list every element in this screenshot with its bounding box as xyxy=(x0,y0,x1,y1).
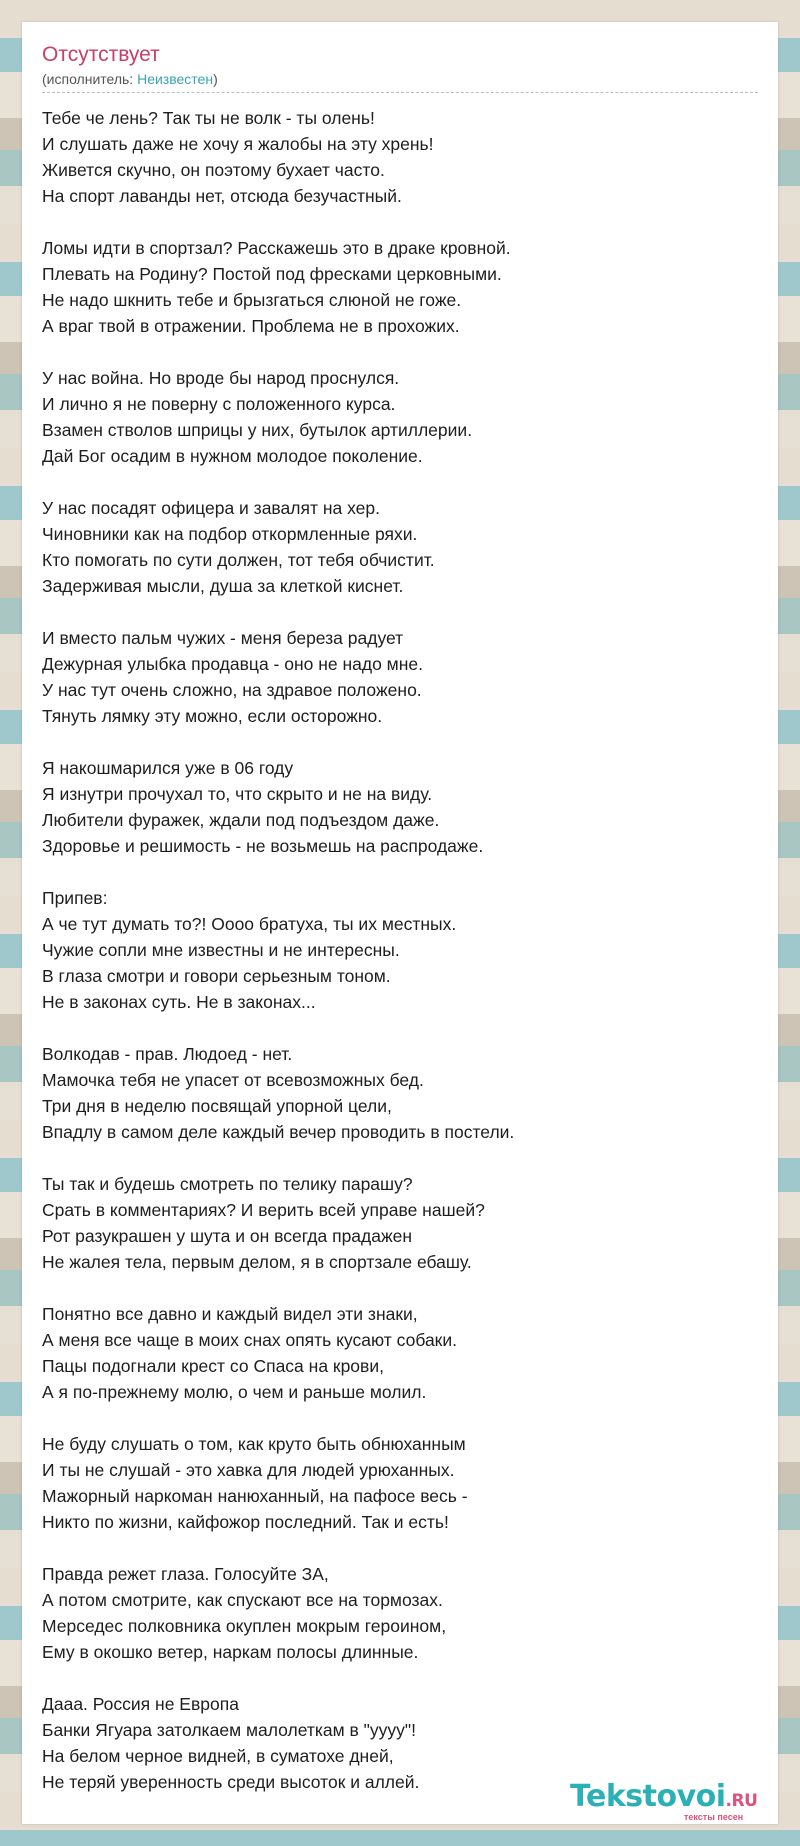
stanza xyxy=(42,885,758,1015)
lyric-line: Я изнутри прочухал то, что скрыто и не на виду. xyxy=(42,784,433,804)
lyric-line: Дай Бог осадим в нужном молодое поколение. xyxy=(42,446,423,466)
lyric-line: Задерживая мысли, душа за клеткой киснет. xyxy=(42,576,404,596)
logo-tagline: тексты песен xyxy=(684,1812,744,1822)
lyric-line: Ты так и будешь смотреть по телику парашу? xyxy=(42,1174,413,1194)
stanza xyxy=(42,1041,758,1145)
lyric-line: Не надо шкнить тебе и брызгаться слюной не гоже. xyxy=(42,290,462,310)
logo-domain: .RU xyxy=(725,1791,758,1811)
stanza xyxy=(42,365,758,469)
lyric-line: На белом черное видней, в суматохе дней, xyxy=(42,1746,394,1766)
artist-link[interactable]: Неизвестен xyxy=(137,71,214,87)
lyric-line: Понятно все давно и каждый видел эти знаки, xyxy=(42,1304,418,1324)
lyric-line: Мерседес полковника окуплен мокрым героином, xyxy=(42,1616,447,1636)
stanza xyxy=(42,1171,758,1275)
lyric-line: Любители фуражек, ждали под подъездом даже. xyxy=(42,810,440,830)
lyric-line: Срать в комментариях? И верить всей управе нашей? xyxy=(42,1200,485,1220)
lyrics-card xyxy=(22,22,778,1824)
site-logo[interactable] xyxy=(570,1780,800,1830)
lyric-line: На спорт лаванды нет, отсюда безучастный. xyxy=(42,186,402,206)
lyric-line: Не теряй уверенность среди высоток и аллей. xyxy=(42,1772,420,1792)
stanza xyxy=(42,1301,758,1405)
lyric-line: Дааа. Россия не Европа xyxy=(42,1694,239,1714)
lyric-line: Впадлу в самом деле каждый вечер проводить в постели. xyxy=(42,1122,515,1142)
lyric-line: Кто помогать по сути должен, тот тебя обчистит. xyxy=(42,550,435,570)
lyric-line: У нас тут очень сложно, на здравое положено. xyxy=(42,680,422,700)
stanza xyxy=(42,755,758,859)
lyric-line: У нас посадят офицера и завалят на хер. xyxy=(42,498,380,518)
lyric-line: Мамочка тебя не упасет от всевозможных бед. xyxy=(42,1070,424,1090)
logo-main-text: Tekstovoi xyxy=(570,1779,726,1814)
lyric-line: Правда режет глаза. Голосуйте ЗА, xyxy=(42,1564,329,1584)
lyric-line: Не в законах суть. Не в законах... xyxy=(42,992,316,1012)
lyric-line: А че тут думать то?! Оооо братуха, ты их местных. xyxy=(42,914,457,934)
stanza xyxy=(42,495,758,599)
song-title: Отсутствует xyxy=(42,43,160,66)
song-header xyxy=(42,42,758,93)
lyric-line: Взамен стволов шприцы у них, бутылок артиллерии. xyxy=(42,420,473,440)
lyric-line: Пацы подогнали крест со Спаса на крови, xyxy=(42,1356,384,1376)
lyric-line: Дежурная улыбка продавца - оно не надо мне. xyxy=(42,654,423,674)
lyric-line: Рот разукрашен у шута и он всегда прадажен xyxy=(42,1226,413,1246)
stanza xyxy=(42,1561,758,1665)
lyric-line: Три дня в неделю посвящай упорной цели, xyxy=(42,1096,392,1116)
lyric-line: И вместо пальм чужих - меня береза радует xyxy=(42,628,404,648)
lyrics-text xyxy=(42,105,758,1821)
lyric-line: Припев: xyxy=(42,888,108,908)
lyric-line: Тебе че лень? Так ты не волк - ты олень! xyxy=(42,108,375,128)
lyric-line: Не жалея тела, первым делом, я в спортзале ебашу. xyxy=(42,1252,472,1272)
lyric-line: Ему в окошко ветер, наркам полосы длинные. xyxy=(42,1642,419,1662)
stanza xyxy=(42,1431,758,1535)
lyric-line: Мажорный наркоман нанюханный, на пафосе весь - xyxy=(42,1486,468,1506)
lyric-line: Здоровье и решимость - не возьмешь на распродаже. xyxy=(42,836,484,856)
artist-line xyxy=(42,70,758,93)
lyric-line: Не буду слушать о том, как круто быть обнюханным xyxy=(42,1434,466,1454)
lyric-line: А потом смотрите, как спускают все на тормозах. xyxy=(42,1590,443,1610)
lyric-line: Чужие сопли мне известны и не интересны. xyxy=(42,940,400,960)
artist-suffix: ) xyxy=(213,71,218,87)
lyric-line: Тянуть лямку эту можно, если осторожно. xyxy=(42,706,383,726)
lyric-line: Плевать на Родину? Постой под фресками церковными. xyxy=(42,264,502,284)
lyric-line: Ломы идти в спортзал? Расскажешь это в драке кровной. xyxy=(42,238,511,258)
artist-prefix: (исполнитель: xyxy=(42,71,138,87)
stanza xyxy=(42,105,758,209)
lyric-line: Никто по жизни, кайфожор последний. Так и есть! xyxy=(42,1512,449,1532)
lyric-line: У нас война. Но вроде бы народ проснулся. xyxy=(42,368,400,388)
stanza xyxy=(42,625,758,729)
lyric-line: А меня все чаще в моих снах опять кусают собаки. xyxy=(42,1330,457,1350)
lyric-line: Волкодав - прав. Людоед - нет. xyxy=(42,1044,293,1064)
lyric-line: И лично я не поверну с положенного курса. xyxy=(42,394,396,414)
lyric-line: В глаза смотри и говори серьезным тоном. xyxy=(42,966,391,986)
lyric-line: Банки Ягуара затолкаем малолеткам в "уууу"! xyxy=(42,1720,416,1740)
lyric-line: И ты не слушай - это хавка для людей урюханных. xyxy=(42,1460,455,1480)
lyric-line: Чиновники как на подбор откормленные ряхи. xyxy=(42,524,418,544)
lyric-line: А я по-прежнему молю, о чем и раньше молил. xyxy=(42,1382,427,1402)
stanza xyxy=(42,235,758,339)
lyric-line: Я накошмарился уже в 06 году xyxy=(42,758,294,778)
lyric-line: И слушать даже не хочу я жалобы на эту хрень! xyxy=(42,134,434,154)
lyric-line: А враг твой в отражении. Проблема не в прохожих. xyxy=(42,316,460,336)
lyric-line: Живется скучно, он поэтому бухает часто. xyxy=(42,160,385,180)
